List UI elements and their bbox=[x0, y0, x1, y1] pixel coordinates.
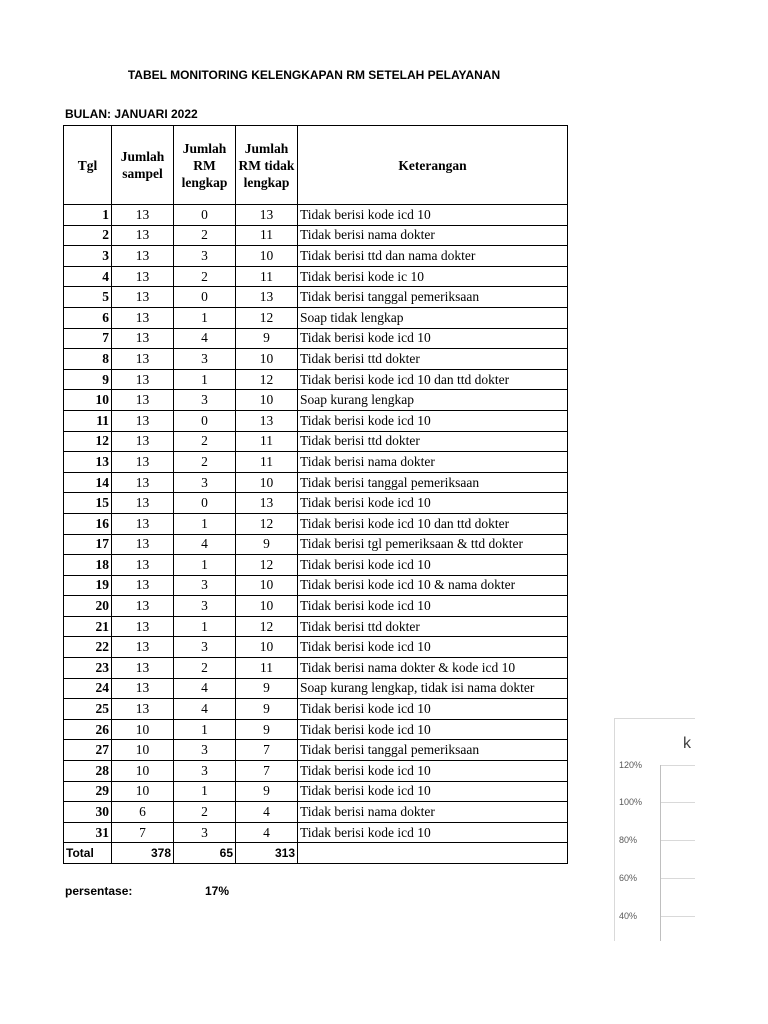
table-row bbox=[64, 205, 568, 226]
cell-jumlah-sampel: 13 bbox=[112, 307, 174, 328]
cell-tgl: 12 bbox=[64, 431, 112, 452]
monitoring-table bbox=[63, 125, 568, 864]
cell-jumlah-tidak-lengkap: 9 bbox=[236, 719, 298, 740]
cell-tgl: 15 bbox=[64, 493, 112, 514]
cell-tgl: 3 bbox=[64, 246, 112, 267]
table-row bbox=[64, 616, 568, 637]
cell-jumlah-sampel: 13 bbox=[112, 493, 174, 514]
cell-keterangan: Tidak berisi nama dokter & kode icd 10 bbox=[298, 658, 568, 679]
chart-tick-label: 60% bbox=[619, 873, 638, 883]
cell-jumlah-tidak-lengkap: 13 bbox=[236, 205, 298, 226]
table-row bbox=[64, 266, 568, 287]
cell-jumlah-sampel: 13 bbox=[112, 555, 174, 576]
total-lengkap: 65 bbox=[174, 843, 236, 864]
cell-jumlah-tidak-lengkap: 12 bbox=[236, 513, 298, 534]
cell-tgl: 13 bbox=[64, 452, 112, 473]
cell-jumlah-sampel: 13 bbox=[112, 349, 174, 370]
chart-tick-label: 100% bbox=[619, 797, 643, 807]
cell-keterangan: Tidak berisi ttd dokter bbox=[298, 431, 568, 452]
chart-gridline bbox=[661, 840, 695, 841]
cell-keterangan: Tidak berisi kode icd 10 bbox=[298, 410, 568, 431]
cell-jumlah-sampel: 13 bbox=[112, 246, 174, 267]
table-row bbox=[64, 658, 568, 679]
chart-tick-label: 40% bbox=[619, 911, 638, 921]
total-row bbox=[64, 843, 568, 864]
cell-tgl: 30 bbox=[64, 802, 112, 823]
cell-jumlah-sampel: 13 bbox=[112, 452, 174, 473]
cell-jumlah-tidak-lengkap: 10 bbox=[236, 349, 298, 370]
table-body bbox=[64, 205, 568, 843]
table-row bbox=[64, 555, 568, 576]
total-label: Total bbox=[64, 843, 112, 864]
cell-jumlah-sampel: 13 bbox=[112, 472, 174, 493]
cell-jumlah-lengkap: 4 bbox=[174, 678, 236, 699]
header-jumlah-rm-lengkap: Jumlah RM lengkap bbox=[174, 126, 236, 205]
cell-keterangan: Tidak berisi kode icd 10 bbox=[298, 761, 568, 782]
cell-tgl: 5 bbox=[64, 287, 112, 308]
cell-tgl: 9 bbox=[64, 369, 112, 390]
table-row bbox=[64, 761, 568, 782]
cell-jumlah-tidak-lengkap: 10 bbox=[236, 246, 298, 267]
cell-tgl: 18 bbox=[64, 555, 112, 576]
total-tidak-lengkap: 313 bbox=[236, 843, 298, 864]
chart-gridline bbox=[661, 916, 695, 917]
cell-jumlah-sampel: 13 bbox=[112, 225, 174, 246]
cell-jumlah-lengkap: 4 bbox=[174, 699, 236, 720]
cell-jumlah-sampel: 13 bbox=[112, 431, 174, 452]
chart-gridline bbox=[661, 802, 695, 803]
cell-jumlah-lengkap: 1 bbox=[174, 555, 236, 576]
cell-tgl: 1 bbox=[64, 205, 112, 226]
cell-keterangan: Tidak berisi ttd dan nama dokter bbox=[298, 246, 568, 267]
cell-jumlah-sampel: 10 bbox=[112, 719, 174, 740]
cell-keterangan: Tidak berisi kode icd 10 dan ttd dokter bbox=[298, 513, 568, 534]
total-sampel: 378 bbox=[112, 843, 174, 864]
cell-tgl: 10 bbox=[64, 390, 112, 411]
cell-keterangan: Tidak berisi kode icd 10 bbox=[298, 699, 568, 720]
cell-jumlah-tidak-lengkap: 11 bbox=[236, 266, 298, 287]
chart-tick-label: 80% bbox=[619, 835, 638, 845]
table-row bbox=[64, 472, 568, 493]
cell-jumlah-lengkap: 3 bbox=[174, 761, 236, 782]
chart-fragment bbox=[614, 718, 695, 941]
cell-jumlah-sampel: 13 bbox=[112, 266, 174, 287]
cell-keterangan: Tidak berisi kode icd 10 bbox=[298, 781, 568, 802]
cell-jumlah-lengkap: 3 bbox=[174, 246, 236, 267]
cell-jumlah-lengkap: 0 bbox=[174, 287, 236, 308]
cell-jumlah-lengkap: 2 bbox=[174, 225, 236, 246]
cell-jumlah-tidak-lengkap: 4 bbox=[236, 822, 298, 843]
cell-jumlah-lengkap: 3 bbox=[174, 349, 236, 370]
cell-keterangan: Tidak berisi tgl pemeriksaan & ttd dokter bbox=[298, 534, 568, 555]
cell-jumlah-sampel: 10 bbox=[112, 740, 174, 761]
cell-jumlah-tidak-lengkap: 7 bbox=[236, 740, 298, 761]
cell-tgl: 14 bbox=[64, 472, 112, 493]
cell-jumlah-tidak-lengkap: 10 bbox=[236, 390, 298, 411]
cell-jumlah-sampel: 13 bbox=[112, 575, 174, 596]
header-jumlah-rm-tidak-lengkap: Jumlah RM tidak lengkap bbox=[236, 126, 298, 205]
cell-keterangan: Tidak berisi kode icd 10 bbox=[298, 493, 568, 514]
table-row bbox=[64, 802, 568, 823]
table-row bbox=[64, 328, 568, 349]
cell-jumlah-sampel: 13 bbox=[112, 637, 174, 658]
cell-jumlah-sampel: 13 bbox=[112, 369, 174, 390]
cell-jumlah-tidak-lengkap: 12 bbox=[236, 616, 298, 637]
cell-jumlah-tidak-lengkap: 10 bbox=[236, 575, 298, 596]
cell-keterangan: Tidak berisi kode icd 10 bbox=[298, 555, 568, 576]
cell-jumlah-lengkap: 3 bbox=[174, 575, 236, 596]
cell-tgl: 7 bbox=[64, 328, 112, 349]
cell-keterangan: Tidak berisi tanggal pemeriksaan bbox=[298, 287, 568, 308]
cell-jumlah-tidak-lengkap: 7 bbox=[236, 761, 298, 782]
cell-tgl: 20 bbox=[64, 596, 112, 617]
cell-jumlah-lengkap: 0 bbox=[174, 493, 236, 514]
cell-tgl: 29 bbox=[64, 781, 112, 802]
cell-keterangan: Tidak berisi nama dokter bbox=[298, 225, 568, 246]
cell-jumlah-lengkap: 1 bbox=[174, 719, 236, 740]
cell-jumlah-lengkap: 3 bbox=[174, 822, 236, 843]
cell-jumlah-tidak-lengkap: 10 bbox=[236, 596, 298, 617]
cell-tgl: 26 bbox=[64, 719, 112, 740]
cell-jumlah-lengkap: 4 bbox=[174, 328, 236, 349]
cell-jumlah-lengkap: 2 bbox=[174, 431, 236, 452]
cell-keterangan: Tidak berisi nama dokter bbox=[298, 802, 568, 823]
cell-jumlah-sampel: 13 bbox=[112, 328, 174, 349]
table-row bbox=[64, 246, 568, 267]
cell-jumlah-sampel: 13 bbox=[112, 678, 174, 699]
cell-keterangan: Tidak berisi kode icd 10 bbox=[298, 719, 568, 740]
chart-gridline bbox=[661, 878, 695, 879]
cell-tgl: 27 bbox=[64, 740, 112, 761]
cell-jumlah-tidak-lengkap: 12 bbox=[236, 369, 298, 390]
cell-jumlah-sampel: 13 bbox=[112, 205, 174, 226]
table-row bbox=[64, 390, 568, 411]
cell-jumlah-tidak-lengkap: 9 bbox=[236, 699, 298, 720]
chart-y-axis bbox=[660, 765, 661, 941]
table-row bbox=[64, 410, 568, 431]
cell-tgl: 25 bbox=[64, 699, 112, 720]
total-keterangan bbox=[298, 843, 568, 864]
cell-jumlah-tidak-lengkap: 13 bbox=[236, 287, 298, 308]
cell-keterangan: Tidak berisi kode icd 10 & nama dokter bbox=[298, 575, 568, 596]
cell-jumlah-lengkap: 1 bbox=[174, 513, 236, 534]
cell-jumlah-lengkap: 4 bbox=[174, 534, 236, 555]
table-row bbox=[64, 534, 568, 555]
cell-jumlah-lengkap: 0 bbox=[174, 205, 236, 226]
cell-keterangan: Tidak berisi kode ic 10 bbox=[298, 266, 568, 287]
chart-title-fragment: k bbox=[683, 735, 691, 752]
header-tgl: Tgl bbox=[64, 126, 112, 205]
chart-gridline bbox=[661, 765, 695, 766]
cell-jumlah-sampel: 13 bbox=[112, 390, 174, 411]
cell-jumlah-lengkap: 3 bbox=[174, 472, 236, 493]
cell-jumlah-sampel: 13 bbox=[112, 596, 174, 617]
cell-jumlah-sampel: 13 bbox=[112, 699, 174, 720]
cell-keterangan: Tidak berisi kode icd 10 bbox=[298, 822, 568, 843]
cell-keterangan: Tidak berisi kode icd 10 dan ttd dokter bbox=[298, 369, 568, 390]
cell-jumlah-lengkap: 3 bbox=[174, 637, 236, 658]
page-title: TABEL MONITORING KELENGKAPAN RM SETELAH PELAYANAN bbox=[127, 68, 501, 82]
cell-keterangan: Soap kurang lengkap bbox=[298, 390, 568, 411]
persentase-label: persentase: bbox=[65, 884, 133, 898]
table-row bbox=[64, 699, 568, 720]
cell-jumlah-lengkap: 3 bbox=[174, 390, 236, 411]
cell-jumlah-sampel: 13 bbox=[112, 658, 174, 679]
cell-tgl: 16 bbox=[64, 513, 112, 534]
cell-jumlah-tidak-lengkap: 13 bbox=[236, 493, 298, 514]
cell-jumlah-tidak-lengkap: 13 bbox=[236, 410, 298, 431]
cell-tgl: 6 bbox=[64, 307, 112, 328]
table-row bbox=[64, 575, 568, 596]
header-keterangan: Keterangan bbox=[298, 126, 568, 205]
table-row bbox=[64, 287, 568, 308]
cell-jumlah-lengkap: 0 bbox=[174, 410, 236, 431]
cell-jumlah-lengkap: 1 bbox=[174, 781, 236, 802]
table-row bbox=[64, 225, 568, 246]
cell-jumlah-lengkap: 1 bbox=[174, 616, 236, 637]
cell-keterangan: Tidak berisi tanggal pemeriksaan bbox=[298, 472, 568, 493]
cell-jumlah-tidak-lengkap: 10 bbox=[236, 637, 298, 658]
persentase-value: 17% bbox=[205, 884, 230, 898]
table-row bbox=[64, 596, 568, 617]
cell-tgl: 4 bbox=[64, 266, 112, 287]
cell-tgl: 2 bbox=[64, 225, 112, 246]
cell-keterangan: Tidak berisi nama dokter bbox=[298, 452, 568, 473]
table-row bbox=[64, 822, 568, 843]
cell-jumlah-sampel: 13 bbox=[112, 410, 174, 431]
month-label: BULAN: JANUARI 2022 bbox=[65, 107, 198, 121]
cell-keterangan: Tidak berisi kode icd 10 bbox=[298, 637, 568, 658]
cell-tgl: 23 bbox=[64, 658, 112, 679]
cell-keterangan: Tidak berisi kode icd 10 bbox=[298, 328, 568, 349]
cell-jumlah-lengkap: 1 bbox=[174, 369, 236, 390]
table-row bbox=[64, 452, 568, 473]
cell-jumlah-sampel: 13 bbox=[112, 616, 174, 637]
cell-jumlah-tidak-lengkap: 11 bbox=[236, 658, 298, 679]
cell-jumlah-sampel: 13 bbox=[112, 513, 174, 534]
cell-jumlah-tidak-lengkap: 10 bbox=[236, 472, 298, 493]
table-row bbox=[64, 781, 568, 802]
cell-keterangan: Tidak berisi ttd dokter bbox=[298, 616, 568, 637]
cell-jumlah-tidak-lengkap: 4 bbox=[236, 802, 298, 823]
table-row bbox=[64, 719, 568, 740]
cell-jumlah-tidak-lengkap: 12 bbox=[236, 555, 298, 576]
cell-jumlah-tidak-lengkap: 11 bbox=[236, 225, 298, 246]
table-row bbox=[64, 740, 568, 761]
table-row bbox=[64, 493, 568, 514]
cell-jumlah-tidak-lengkap: 9 bbox=[236, 534, 298, 555]
cell-jumlah-sampel: 10 bbox=[112, 761, 174, 782]
cell-keterangan: Soap kurang lengkap, tidak isi nama dokter bbox=[298, 678, 568, 699]
cell-jumlah-tidak-lengkap: 11 bbox=[236, 431, 298, 452]
cell-tgl: 24 bbox=[64, 678, 112, 699]
cell-keterangan: Tidak berisi tanggal pemeriksaan bbox=[298, 740, 568, 761]
cell-keterangan: Tidak berisi kode icd 10 bbox=[298, 205, 568, 226]
cell-tgl: 11 bbox=[64, 410, 112, 431]
cell-tgl: 28 bbox=[64, 761, 112, 782]
cell-tgl: 31 bbox=[64, 822, 112, 843]
cell-tgl: 19 bbox=[64, 575, 112, 596]
table-row bbox=[64, 513, 568, 534]
cell-tgl: 8 bbox=[64, 349, 112, 370]
header-jumlah-sampel: Jumlah sampel bbox=[112, 126, 174, 205]
cell-jumlah-tidak-lengkap: 9 bbox=[236, 328, 298, 349]
cell-tgl: 17 bbox=[64, 534, 112, 555]
cell-jumlah-lengkap: 3 bbox=[174, 596, 236, 617]
cell-jumlah-lengkap: 2 bbox=[174, 452, 236, 473]
cell-jumlah-lengkap: 2 bbox=[174, 658, 236, 679]
cell-jumlah-sampel: 13 bbox=[112, 534, 174, 555]
chart-tick-label: 120% bbox=[619, 760, 643, 770]
cell-jumlah-lengkap: 2 bbox=[174, 266, 236, 287]
table-row bbox=[64, 349, 568, 370]
table-row bbox=[64, 369, 568, 390]
cell-keterangan: Soap tidak lengkap bbox=[298, 307, 568, 328]
cell-jumlah-sampel: 10 bbox=[112, 781, 174, 802]
cell-jumlah-tidak-lengkap: 12 bbox=[236, 307, 298, 328]
cell-jumlah-lengkap: 2 bbox=[174, 802, 236, 823]
table-header-row bbox=[64, 126, 568, 205]
table-row bbox=[64, 307, 568, 328]
cell-tgl: 21 bbox=[64, 616, 112, 637]
table-row bbox=[64, 678, 568, 699]
table-row bbox=[64, 637, 568, 658]
cell-jumlah-lengkap: 1 bbox=[174, 307, 236, 328]
cell-keterangan: Tidak berisi kode icd 10 bbox=[298, 596, 568, 617]
cell-jumlah-tidak-lengkap: 9 bbox=[236, 678, 298, 699]
cell-keterangan: Tidak berisi ttd dokter bbox=[298, 349, 568, 370]
cell-jumlah-sampel: 13 bbox=[112, 287, 174, 308]
cell-jumlah-tidak-lengkap: 9 bbox=[236, 781, 298, 802]
table-row bbox=[64, 431, 568, 452]
cell-jumlah-lengkap: 3 bbox=[174, 740, 236, 761]
cell-jumlah-tidak-lengkap: 11 bbox=[236, 452, 298, 473]
cell-tgl: 22 bbox=[64, 637, 112, 658]
cell-jumlah-sampel: 6 bbox=[112, 802, 174, 823]
cell-jumlah-sampel: 7 bbox=[112, 822, 174, 843]
